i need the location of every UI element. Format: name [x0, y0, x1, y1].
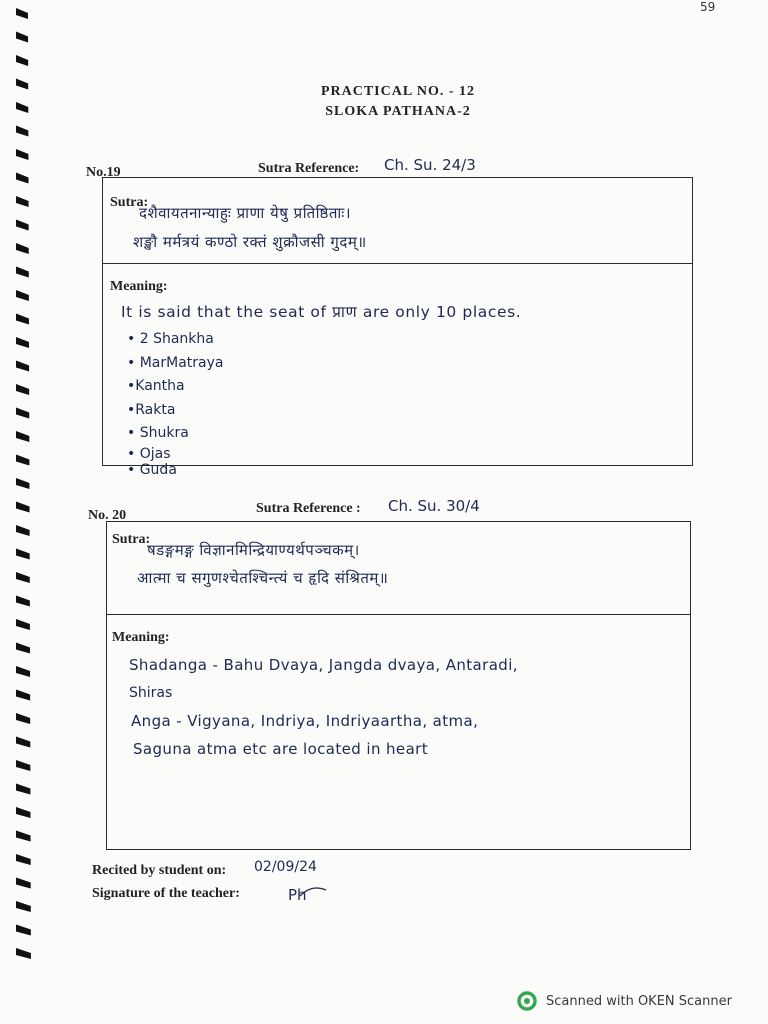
list-item: • 2 Shankha	[127, 331, 214, 347]
entry-box	[102, 177, 693, 474]
recited-date: 02/09/24	[254, 859, 317, 875]
teacher-signature: Ph	[288, 886, 307, 904]
spiral-ring	[16, 384, 29, 395]
sutra-label: Sutra:	[110, 195, 149, 210]
oken-logo-icon	[516, 990, 538, 1012]
scanner-text: Scanned with OKEN Scanner	[546, 993, 732, 1009]
recited-label: Recited by student on:	[92, 863, 227, 878]
entry-number: No. 20	[88, 508, 127, 523]
spiral-ring	[16, 643, 30, 654]
spiral-ring	[16, 337, 29, 348]
practical-title: PRACTICAL NO. - 12	[320, 84, 476, 99]
spiral-ring	[16, 713, 30, 724]
sutra-reference-label: Sutra Reference:	[258, 161, 360, 176]
spiral-ring	[16, 267, 29, 278]
spiral-ring	[16, 784, 30, 795]
spiral-ring	[16, 854, 31, 865]
sutra-line: षडङ्गमङ्ग विज्ञानमिन्द्रियाण्यर्थपञ्चकम्।	[147, 541, 360, 559]
signature-label: Signature of the teacher:	[92, 886, 240, 901]
spiral-ring	[16, 831, 31, 842]
spiral-ring	[16, 8, 28, 19]
spiral-ring	[16, 807, 30, 818]
meaning-label: Meaning:	[110, 279, 168, 294]
sutra-line: आत्मा च सगुणश्चेतश्चिन्त्यं च हृदि संश्रितम्॥	[137, 569, 389, 587]
list-item: • MarMatraya	[127, 354, 224, 371]
spiral-ring	[16, 290, 29, 301]
spiral-ring	[16, 243, 29, 254]
list-item: • Guda	[127, 462, 177, 474]
meaning-line: Shiras	[129, 685, 173, 701]
spiral-ring	[16, 737, 30, 748]
entry-box	[106, 521, 691, 850]
signature-stroke	[286, 882, 330, 904]
meaning-line: Anga - Vigyana, Indriya, Indriyaartha, atma,	[131, 712, 479, 730]
spiral-ring	[16, 478, 29, 489]
meaning-label: Meaning:	[112, 630, 170, 645]
spiral-ring	[16, 502, 30, 513]
practical-subtitle: SLOKA PATHANA-2	[325, 104, 471, 119]
meaning-line: Shadanga - Bahu Dvaya, Jangda dvaya, Antaradi,	[129, 656, 518, 674]
spiral-ring	[16, 549, 30, 560]
sutra-reference-value: Ch. Su. 30/4	[388, 497, 480, 515]
spiral-ring	[16, 760, 30, 771]
spiral-ring	[16, 408, 29, 419]
spiral-ring	[16, 878, 31, 889]
sutra-label: Sutra:	[112, 532, 151, 547]
list-item: • Ojas	[127, 445, 171, 462]
spiral-ring	[16, 55, 28, 66]
list-item: •Kantha	[127, 378, 185, 394]
sutra-line: दशैवायतनान्याहुः प्राणा येषु प्रतिष्ठिताः।	[139, 204, 352, 222]
spiral-ring	[16, 126, 28, 137]
seat-list	[127, 328, 223, 474]
entry-number: No.19	[86, 165, 121, 180]
spiral-binding	[14, 0, 54, 980]
spiral-ring	[16, 948, 31, 959]
sutra-reference-label: Sutra Reference :	[256, 501, 361, 516]
sutra-reference-value: Ch. Su. 24/3	[384, 156, 476, 174]
spiral-ring	[16, 619, 30, 630]
spiral-ring	[16, 901, 31, 912]
spiral-ring	[16, 596, 30, 607]
spiral-ring	[16, 220, 29, 231]
spiral-ring	[16, 525, 30, 536]
spiral-ring	[16, 431, 29, 442]
list-item: • Shukra	[127, 425, 189, 441]
spiral-ring	[16, 666, 30, 677]
spiral-ring	[16, 925, 31, 936]
list-item: •Rakta	[127, 401, 176, 418]
page-number: 59	[700, 0, 716, 14]
meaning-line: It is said that the seat of प्राण are only 10 places.	[121, 303, 522, 321]
spiral-ring	[16, 314, 29, 325]
spiral-ring	[16, 361, 29, 372]
spiral-ring	[16, 173, 29, 184]
section-divider	[103, 263, 692, 264]
spiral-ring	[16, 149, 28, 160]
scanner-watermark	[516, 990, 732, 1012]
section-divider	[107, 614, 690, 615]
spiral-ring	[16, 690, 30, 701]
meaning-line: Saguna atma etc are located in heart	[133, 740, 429, 758]
sutra-line: शङ्खौ मर्मत्रयं कण्ठो रक्तं शुक्रौजसी गुदम्॥	[133, 233, 367, 251]
spiral-ring	[16, 32, 28, 43]
spiral-ring	[16, 455, 29, 466]
spiral-ring	[16, 196, 29, 207]
spiral-ring	[16, 572, 30, 583]
